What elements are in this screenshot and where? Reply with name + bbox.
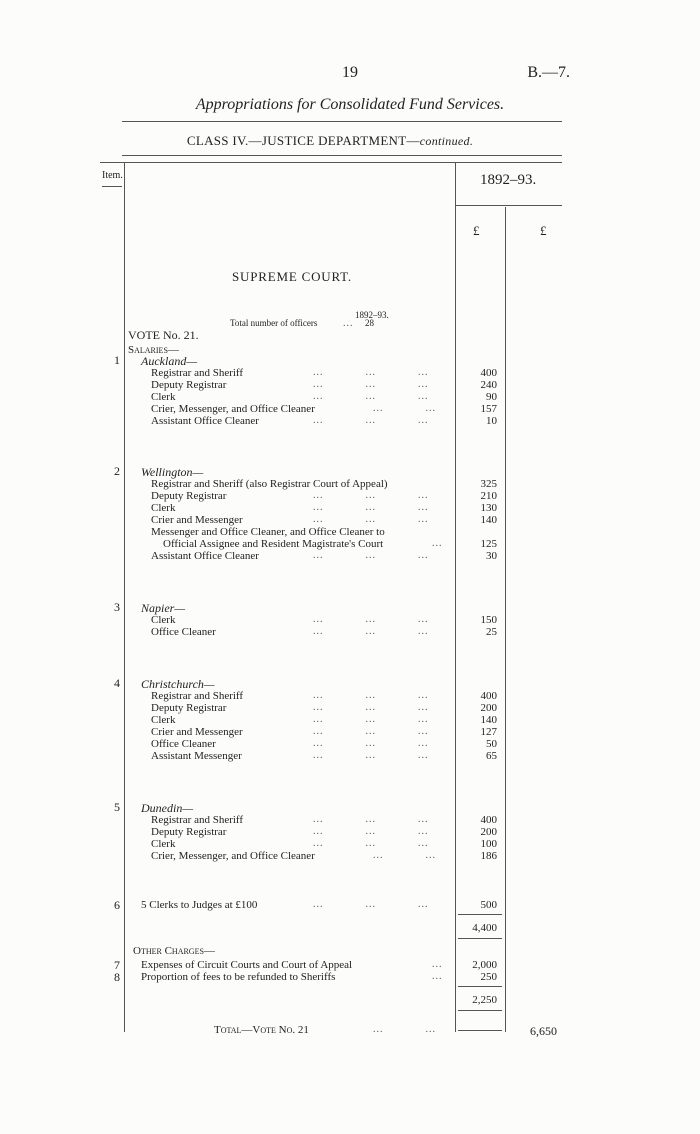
header-rule-left bbox=[122, 155, 562, 156]
year-column-header: 1892–93. bbox=[480, 172, 537, 188]
amount: 400 bbox=[480, 690, 497, 702]
total-column-divider bbox=[505, 207, 506, 1032]
leader-dots: ... ... ... bbox=[313, 702, 429, 713]
item-number: 1 bbox=[114, 353, 120, 367]
leader-dots: ... ... ... bbox=[313, 814, 429, 825]
line-item: Registrar and Sheriff bbox=[151, 814, 244, 826]
leader-dots: ... ... bbox=[373, 850, 436, 861]
item-number: 7 bbox=[114, 958, 120, 972]
item-number: 4 bbox=[114, 676, 120, 690]
line-item: Official Assignee and Resident Magistrate's Court bbox=[163, 538, 384, 550]
leader-dots: ... bbox=[343, 318, 354, 329]
leader-dots: ... ... ... bbox=[313, 514, 429, 525]
amount: 200 bbox=[480, 702, 497, 714]
amount: 186 bbox=[480, 850, 497, 862]
amount: 400 bbox=[480, 814, 497, 826]
subtotal-rule bbox=[458, 986, 502, 987]
salaries-subtotal: 4,400 bbox=[472, 922, 497, 934]
leader-dots: ... bbox=[432, 538, 443, 549]
item-number: 5 bbox=[114, 800, 120, 814]
officers-year: 1892–93. bbox=[355, 310, 389, 320]
section-title: Dunedin— bbox=[141, 801, 193, 815]
leader-dots: ... bbox=[432, 959, 443, 970]
amount: 2,000 bbox=[472, 959, 497, 971]
leader-dots: ... ... bbox=[373, 1024, 436, 1035]
vote-number: VOTE No. 21. bbox=[128, 328, 199, 342]
amount: 125 bbox=[480, 538, 497, 550]
salaries-label: Salaries— bbox=[128, 344, 179, 356]
leader-dots: ... ... ... bbox=[313, 750, 429, 761]
leader-dots: ... ... ... bbox=[313, 415, 429, 426]
line-item: Deputy Registrar bbox=[151, 490, 227, 502]
class-heading bbox=[0, 133, 660, 149]
line-item: Crier, Messenger, and Office Cleaner bbox=[151, 403, 315, 415]
item-number: 2 bbox=[114, 464, 120, 478]
leader-dots: ... ... bbox=[373, 403, 436, 414]
officers-label: Total number of officers bbox=[230, 318, 318, 328]
line-item: Clerk bbox=[151, 838, 176, 850]
title-rule bbox=[122, 121, 562, 122]
amount: 65 bbox=[486, 750, 497, 762]
page-number: 19 bbox=[342, 64, 358, 81]
leader-dots: ... bbox=[432, 971, 443, 982]
subtotal-rule bbox=[458, 938, 502, 939]
leader-dots: ... ... ... bbox=[313, 502, 429, 513]
subtotal-rule bbox=[458, 914, 502, 915]
line-item: Clerk bbox=[151, 391, 176, 403]
amount: 200 bbox=[480, 826, 497, 838]
line-item: Crier and Messenger bbox=[151, 726, 243, 738]
line-item: Registrar and Sheriff (also Registrar Court of Appeal) bbox=[151, 478, 388, 490]
class-heading-continued: continued. bbox=[419, 134, 474, 148]
amount: 127 bbox=[480, 726, 497, 738]
item-column-divider bbox=[124, 162, 125, 1032]
other-charges-label: Other Charges— bbox=[133, 945, 215, 957]
page-title: Appropriations for Consolidated Fund Services. bbox=[195, 96, 505, 113]
leader-dots: ... ... ... bbox=[313, 838, 429, 849]
line-item: Crier, Messenger, and Office Cleaner bbox=[151, 850, 315, 862]
section-title: Wellington— bbox=[141, 465, 204, 479]
line-item: Registrar and Sheriff bbox=[151, 367, 244, 379]
line-item: Proportion of fees to be refunded to Sheriffs bbox=[141, 971, 336, 983]
leader-dots: ... ... ... bbox=[313, 690, 429, 701]
amount: 100 bbox=[480, 838, 497, 850]
year-header-underline bbox=[455, 205, 562, 206]
total-dash bbox=[458, 1030, 502, 1031]
amount: 130 bbox=[480, 502, 497, 514]
amount: 240 bbox=[480, 379, 497, 391]
vote-total-label: Total—Vote No. 21 bbox=[214, 1024, 309, 1036]
other-charges-subtotal: 2,250 bbox=[472, 994, 497, 1006]
amount: 140 bbox=[480, 714, 497, 726]
line-item: Office Cleaner bbox=[151, 626, 216, 638]
line-item: Assistant Messenger bbox=[151, 750, 242, 762]
amount: 210 bbox=[480, 490, 497, 502]
leader-dots: ... ... ... bbox=[313, 726, 429, 737]
item-number: 8 bbox=[114, 970, 120, 984]
amount: 10 bbox=[486, 415, 497, 427]
line-item: Clerk bbox=[151, 714, 176, 726]
line-item: Messenger and Office Cleaner, and Office Cleaner to bbox=[151, 526, 385, 538]
line-item: Clerk bbox=[151, 502, 176, 514]
line-item: Assistant Office Cleaner bbox=[151, 415, 259, 427]
section-title: Christchurch— bbox=[141, 677, 215, 691]
amount: 30 bbox=[486, 550, 497, 562]
line-item: Crier and Messenger bbox=[151, 514, 243, 526]
leader-dots: ... ... ... bbox=[313, 550, 429, 561]
amount: 25 bbox=[486, 626, 497, 638]
leader-dots: ... ... ... bbox=[313, 626, 429, 637]
section-heading: SUPREME COURT. bbox=[232, 269, 352, 284]
leader-dots: ... ... ... bbox=[313, 379, 429, 390]
leader-dots: ... ... ... bbox=[313, 391, 429, 402]
document-reference: B.—7. bbox=[527, 64, 570, 81]
leader-dots: ... ... ... bbox=[313, 490, 429, 501]
item-number: 6 bbox=[114, 898, 120, 912]
leader-dots: ... ... ... bbox=[313, 714, 429, 725]
amount: 150 bbox=[480, 614, 497, 626]
leader-dots: ... ... ... bbox=[313, 826, 429, 837]
pounds-symbol-col1: £ bbox=[473, 223, 480, 238]
amount: 500 bbox=[480, 899, 497, 911]
vote-total-amount: 6,650 bbox=[530, 1024, 557, 1038]
leader-dots: ... ... ... bbox=[313, 899, 429, 910]
amount: 157 bbox=[480, 403, 497, 415]
line-item: Registrar and Sheriff bbox=[151, 690, 244, 702]
line-item: 5 Clerks to Judges at £100 bbox=[141, 899, 258, 911]
section-title: Auckland— bbox=[141, 354, 197, 368]
line-item: Deputy Registrar bbox=[151, 826, 227, 838]
item-number: 3 bbox=[114, 600, 120, 614]
class-heading-main: CLASS IV.—JUSTICE DEPARTMENT— bbox=[186, 133, 420, 148]
leader-dots: ... ... ... bbox=[313, 614, 429, 625]
officers-count: 28 bbox=[365, 318, 374, 328]
subtotal-rule bbox=[458, 1010, 502, 1011]
line-item: Expenses of Circuit Courts and Court of Appeal bbox=[141, 959, 353, 971]
amount: 325 bbox=[480, 478, 497, 490]
amount: 400 bbox=[480, 367, 497, 379]
amount: 250 bbox=[480, 971, 497, 983]
line-item: Deputy Registrar bbox=[151, 379, 227, 391]
leader-dots: ... ... ... bbox=[313, 367, 429, 378]
table-top-rule bbox=[100, 162, 562, 163]
line-item: Office Cleaner bbox=[151, 738, 216, 750]
pounds-symbol-col2: £ bbox=[540, 223, 547, 238]
section-title: Napier— bbox=[141, 601, 186, 615]
amount: 90 bbox=[486, 391, 497, 403]
line-item: Clerk bbox=[151, 614, 176, 626]
leader-dots: ... ... ... bbox=[313, 738, 429, 749]
line-item: Assistant Office Cleaner bbox=[151, 550, 259, 562]
amount: 50 bbox=[486, 738, 497, 750]
item-header-underline bbox=[102, 186, 122, 187]
item-column-header: Item. bbox=[102, 170, 123, 181]
amount: 140 bbox=[480, 514, 497, 526]
line-item: Deputy Registrar bbox=[151, 702, 227, 714]
